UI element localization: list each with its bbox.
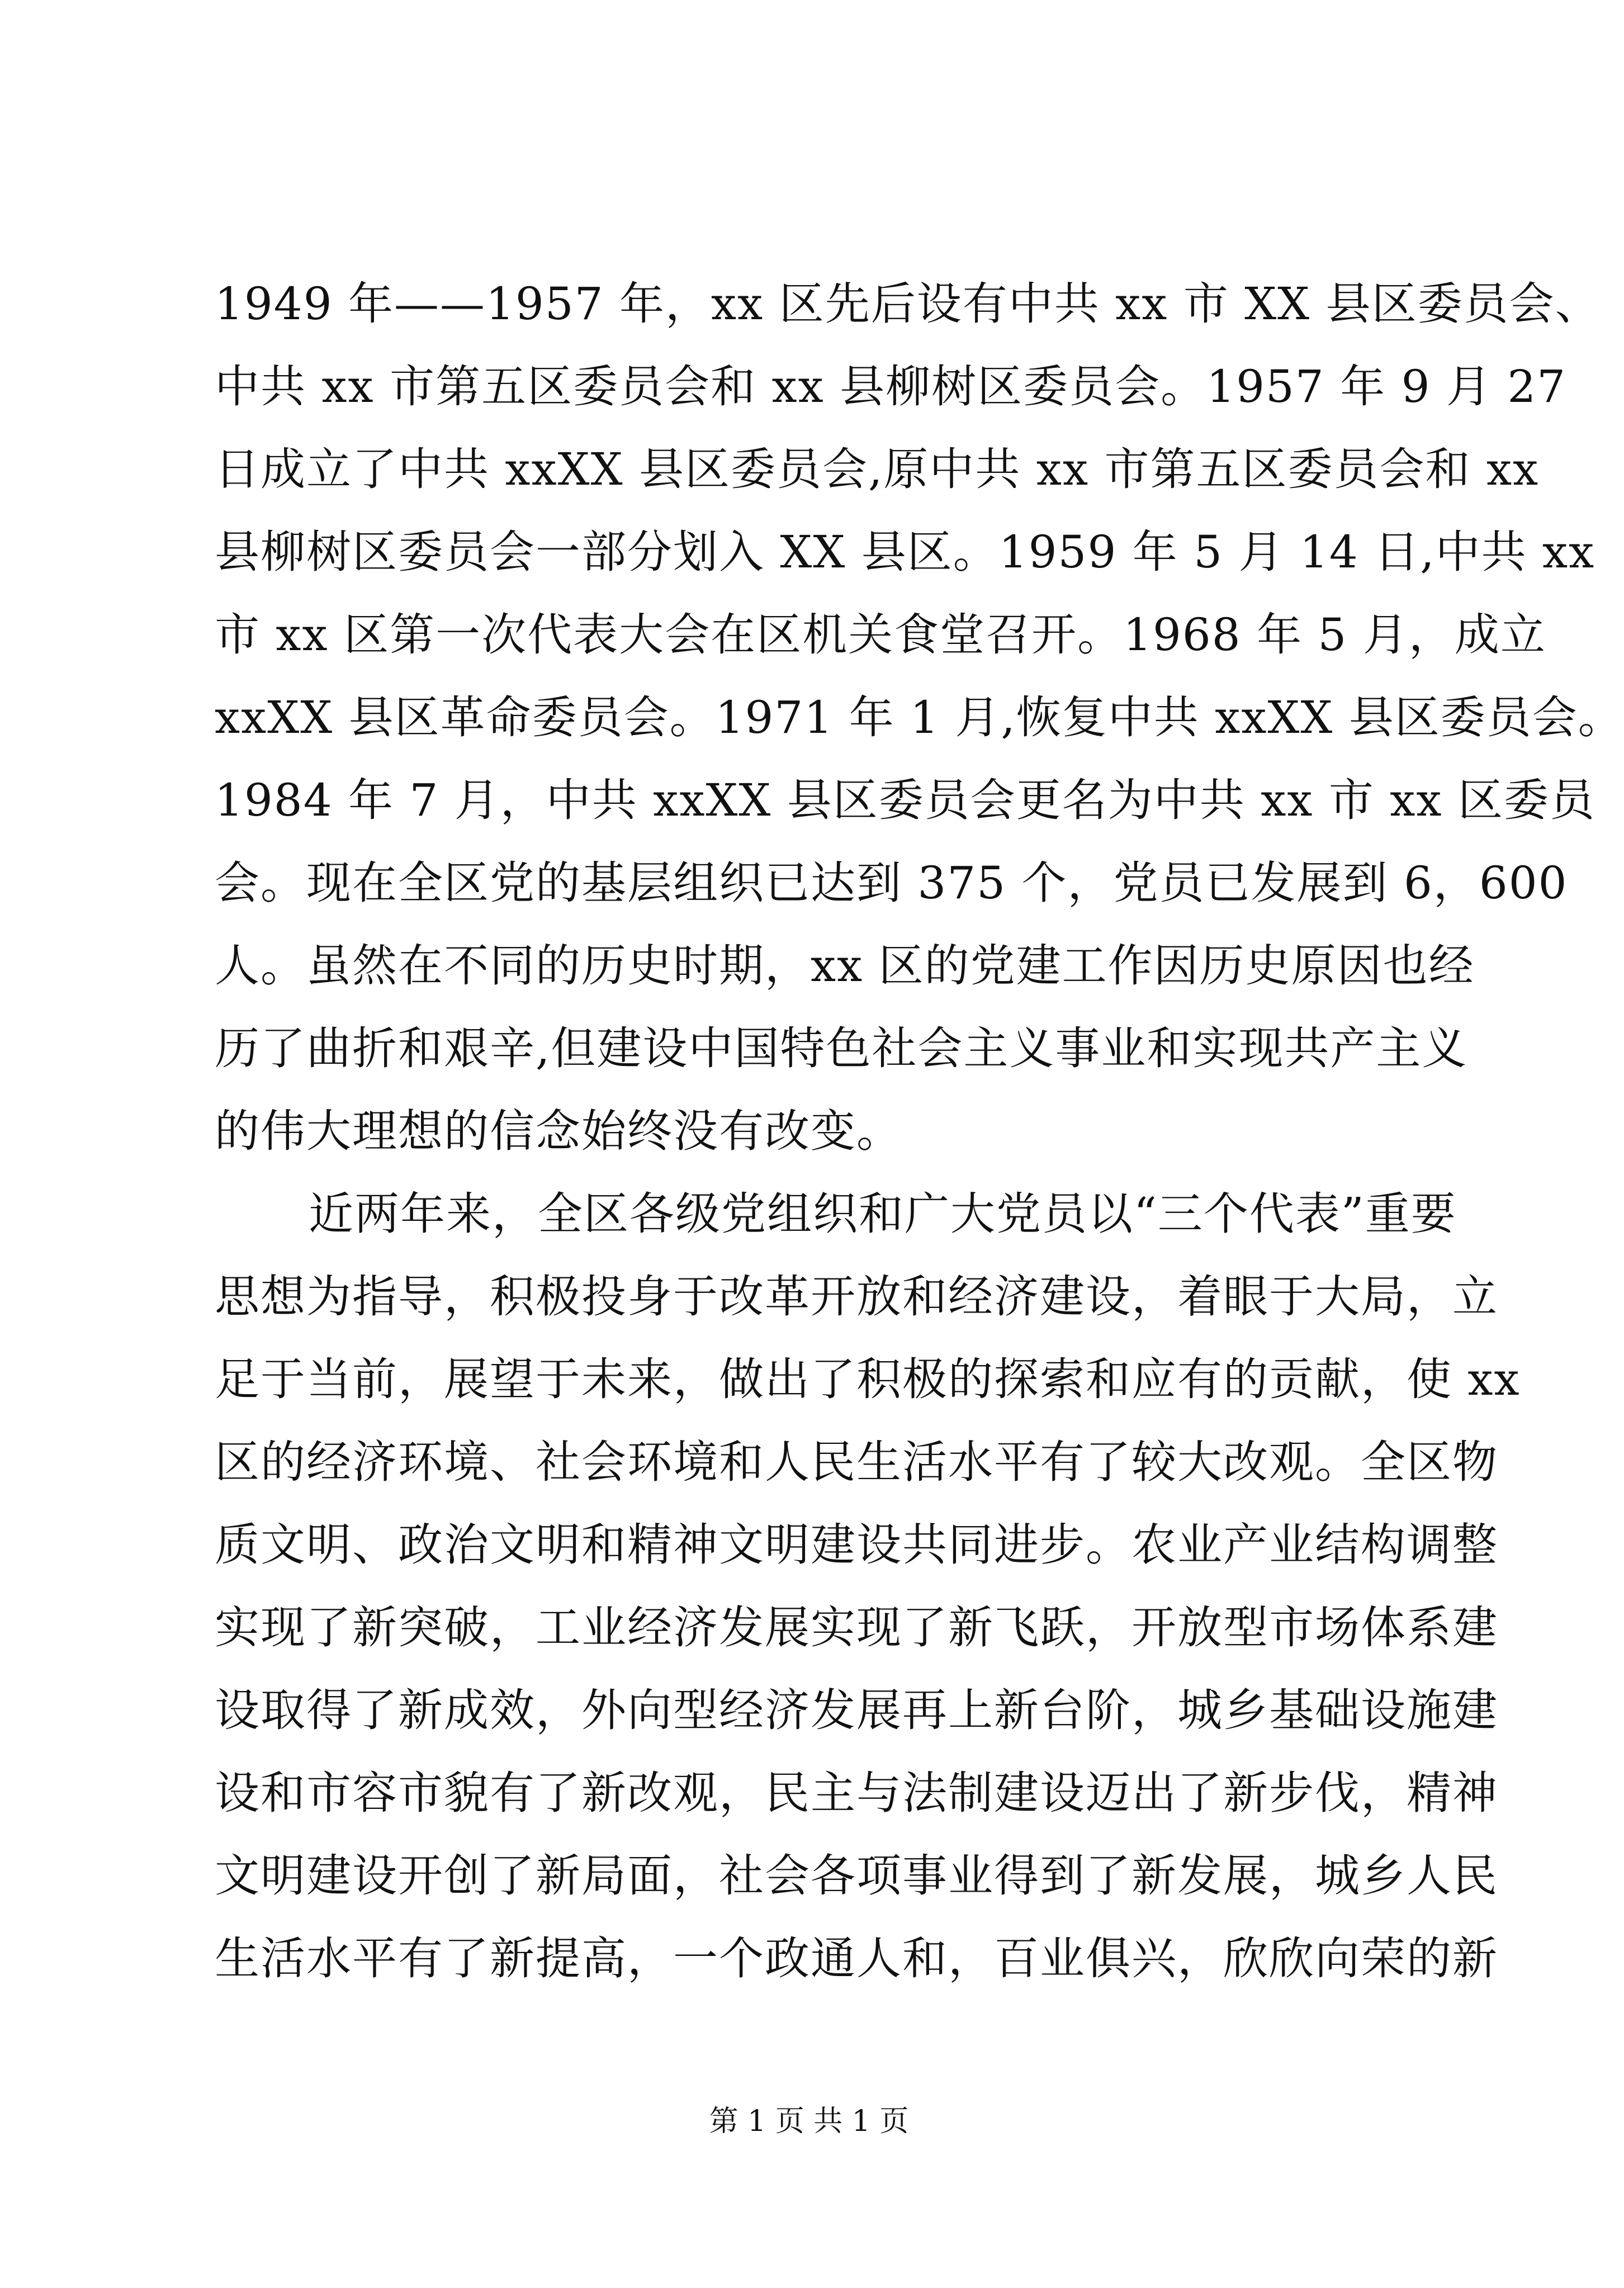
text-line: 足于当前，展望于未来，做出了积极的探索和应有的贡献，使 xx: [215, 1353, 1521, 1405]
text-line: 区的经济环境、社会环境和人民生活水平有了较大改观。全区物: [215, 1436, 1498, 1488]
text-line: 近两年来，全区各级党组织和广大党员以“三个代表”重要: [309, 1188, 1457, 1240]
body-text: [215, 263, 1624, 2000]
text-line: 生活水平有了新提高，一个政通人和，百业俱兴，欣欣向荣的新: [215, 1932, 1498, 1984]
text-line: 历了曲折和艰辛,但建设中国特色社会主义事业和实现共产主义: [215, 1022, 1468, 1074]
text-line: xxXX 县区革命委员会。1971 年 1 月,恢复中共 xxXX 县区委员会。: [215, 691, 1624, 743]
text-line: 人。虽然在不同的历史时期，xx 区的党建工作因历史原因也经: [215, 940, 1475, 992]
text-line: 设取得了新成效，外向型经济发展再上新台阶，城乡基础设施建: [215, 1684, 1498, 1736]
text-line: 会。现在全区党的基层组织已达到 375 个，党员已发展到 6，600: [215, 857, 1568, 909]
text-line: 市 xx 区第一次代表大会在区机关食堂召开。1968 年 5 月，成立: [215, 609, 1546, 661]
text-line: 实现了新突破，工业经济发展实现了新飞跃，开放型市场体系建: [215, 1602, 1498, 1654]
text-line: 文明建设开创了新局面，社会各项事业得到了新发展，城乡人民: [215, 1850, 1498, 1902]
text-line: 设和市容市貌有了新改观，民主与法制建设迈出了新步伐，精神: [215, 1767, 1498, 1819]
text-line: 县柳树区委员会一部分划入 XX 县区。1959 年 5 月 14 日,中共 xx: [215, 526, 1595, 578]
text-line: 1949 年——1957 年，xx 区先后设有中共 xx 市 XX 县区委员会、: [215, 278, 1601, 330]
page-number-footer: 第 1 页 共 1 页: [709, 2105, 909, 2138]
text-line: 的伟大理想的信念始终没有改变。: [215, 1105, 902, 1157]
text-line: 1984 年 7 月，中共 xxXX 县区委员会更名为中共 xx 市 xx 区委员: [215, 774, 1595, 826]
text-line: 思想为指导，积极投身于改革开放和经济建设，着眼于大局，立: [215, 1271, 1498, 1323]
text-line: 质文明、政治文明和精神文明建设共同进步。农业产业结构调整: [215, 1519, 1498, 1571]
text-line: 日成立了中共 xxXX 县区委员会,原中共 xx 市第五区委员会和 xx: [215, 443, 1540, 495]
text-line: 中共 xx 市第五区委员会和 xx 县柳树区委员会。1957 年 9 月 27: [215, 361, 1567, 413]
